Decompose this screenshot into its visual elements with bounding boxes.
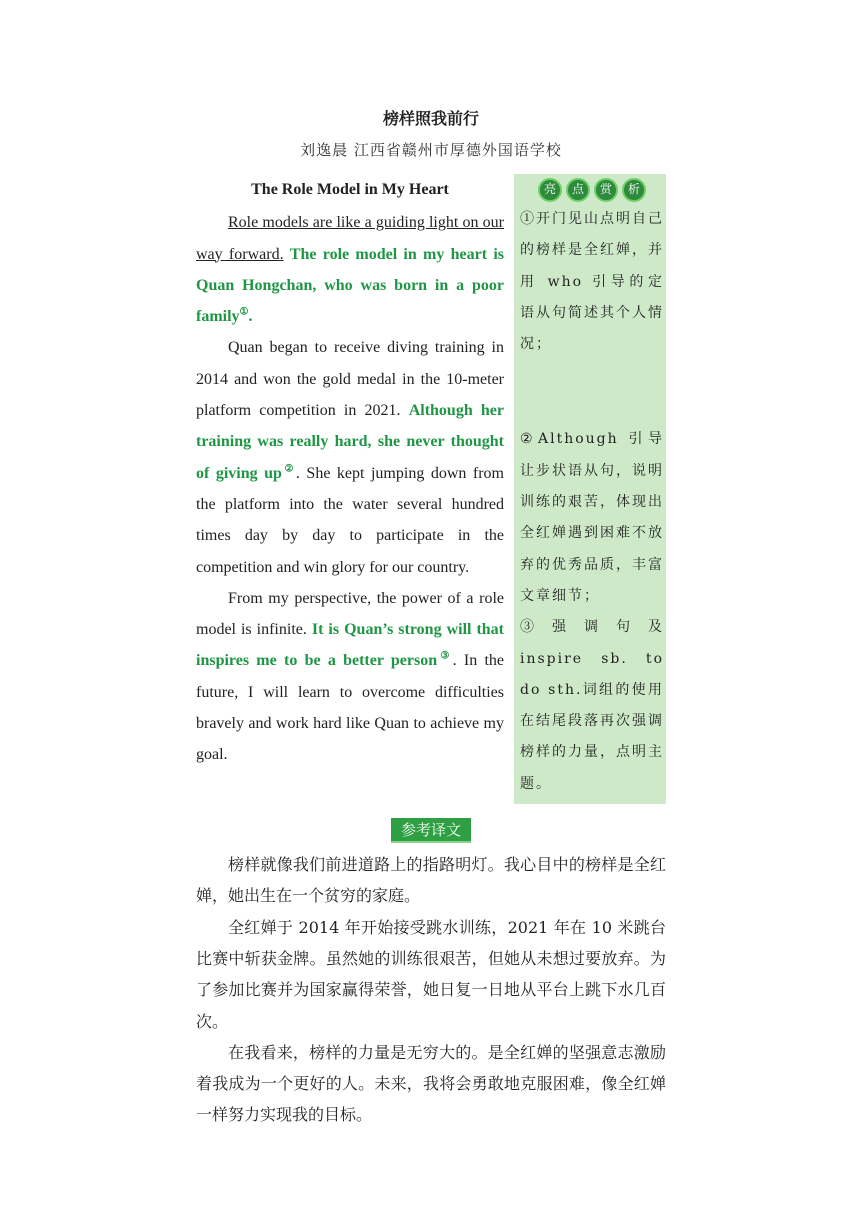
- essay-row: [196, 174, 666, 804]
- analysis-note-2: ②Although 引导让步状语从句，说明训练的艰苦，体现出全红婵遇到困难不放弃的优秀品质，丰富文章细节；: [520, 431, 664, 604]
- essay-paragraph-1: [196, 207, 504, 332]
- essay-paragraph-3: [196, 583, 504, 771]
- translation-paragraph-2: 全红婵于 2014 年开始接受跳水训练，2021 年在 10 米跳台比赛中斩获金牌。虽然她的训练很艰苦，但她从未想过要放弃。为了参加比赛并为国家赢得荣誉，她日复一日地从平台上跳下水几百次。: [196, 917, 666, 1031]
- note-marker-1: ①: [239, 306, 249, 318]
- para3-text: From my perspective, the power of a role model is infinite.: [196, 589, 504, 639]
- reference-label: 参考译文: [391, 818, 471, 843]
- analysis-note-3: ③ 强 调 句 及 inspire sb. to do sth.词组的使用在结尾段落再次强调榜样的力量，点明主题。: [520, 619, 664, 792]
- translation-section: [196, 849, 666, 1131]
- heading-char-3: 赏: [594, 178, 618, 202]
- reference-heading-wrap: [196, 818, 666, 843]
- para2-end: . She kept jumping down from the platform into the water several hundred times day by day to participate in the competition and win glory for our country.: [196, 464, 504, 576]
- note-marker-3: ③: [437, 651, 453, 663]
- para3-end: . In the future, I will learn to overcome difficulties bravely and work hard like Quan to achieve my goal.: [196, 652, 505, 764]
- heading-char-2: 点: [566, 178, 590, 202]
- translation-paragraph-3: 在我看来，榜样的力量是无穷大的。是全红婵的坚强意志激励着我成为一个更好的人。未来，我将会勇敢地克服困难，像全红婵一样努力实现我的目标。: [196, 1042, 666, 1125]
- document-title: 榜样照我前行: [382, 109, 479, 128]
- para1-end: .: [248, 308, 253, 326]
- essay-column: [196, 174, 510, 804]
- highlight-sentence-1: The role model in my heart is Quan Hongchan, who was born in a poor family: [196, 245, 504, 326]
- highlight-sentence-3: It is Quan’s strong will that inspires me to be a better person: [196, 621, 505, 670]
- sidebar-heading: [520, 178, 664, 202]
- heading-char-4: 析: [622, 178, 646, 202]
- note-marker-2: ②: [281, 463, 296, 475]
- analysis-sidebar: [514, 174, 666, 804]
- translation-paragraph-1: 榜样就像我们前进道路上的指路明灯。我心目中的榜样是全红婵，她出生在一个贫穷的家庭。: [196, 855, 666, 906]
- essay-paragraph-2: [196, 332, 504, 582]
- para2-text: Quan began to receive diving training in 2014 and won the gold medal in the 10-meter platform competition in 2021.: [196, 339, 504, 420]
- document-page: [196, 100, 666, 1131]
- essay-title: The Role Model in My Heart: [251, 181, 449, 198]
- author-line: 刘逸晨 江西省赣州市厚德外国语学校: [300, 141, 562, 159]
- note-spacer: [520, 360, 664, 424]
- underlined-sentence: Role models are like a guiding light on our way forward.: [196, 214, 504, 263]
- highlight-sentence-2: Although her training was really hard, she never thought of giving up: [196, 402, 505, 482]
- analysis-note-1: ①开门见山点明自己的榜样是全红婵，并用 who 引导的定语从句简述其个人情况；: [520, 211, 664, 353]
- heading-char-1: 亮: [538, 178, 562, 202]
